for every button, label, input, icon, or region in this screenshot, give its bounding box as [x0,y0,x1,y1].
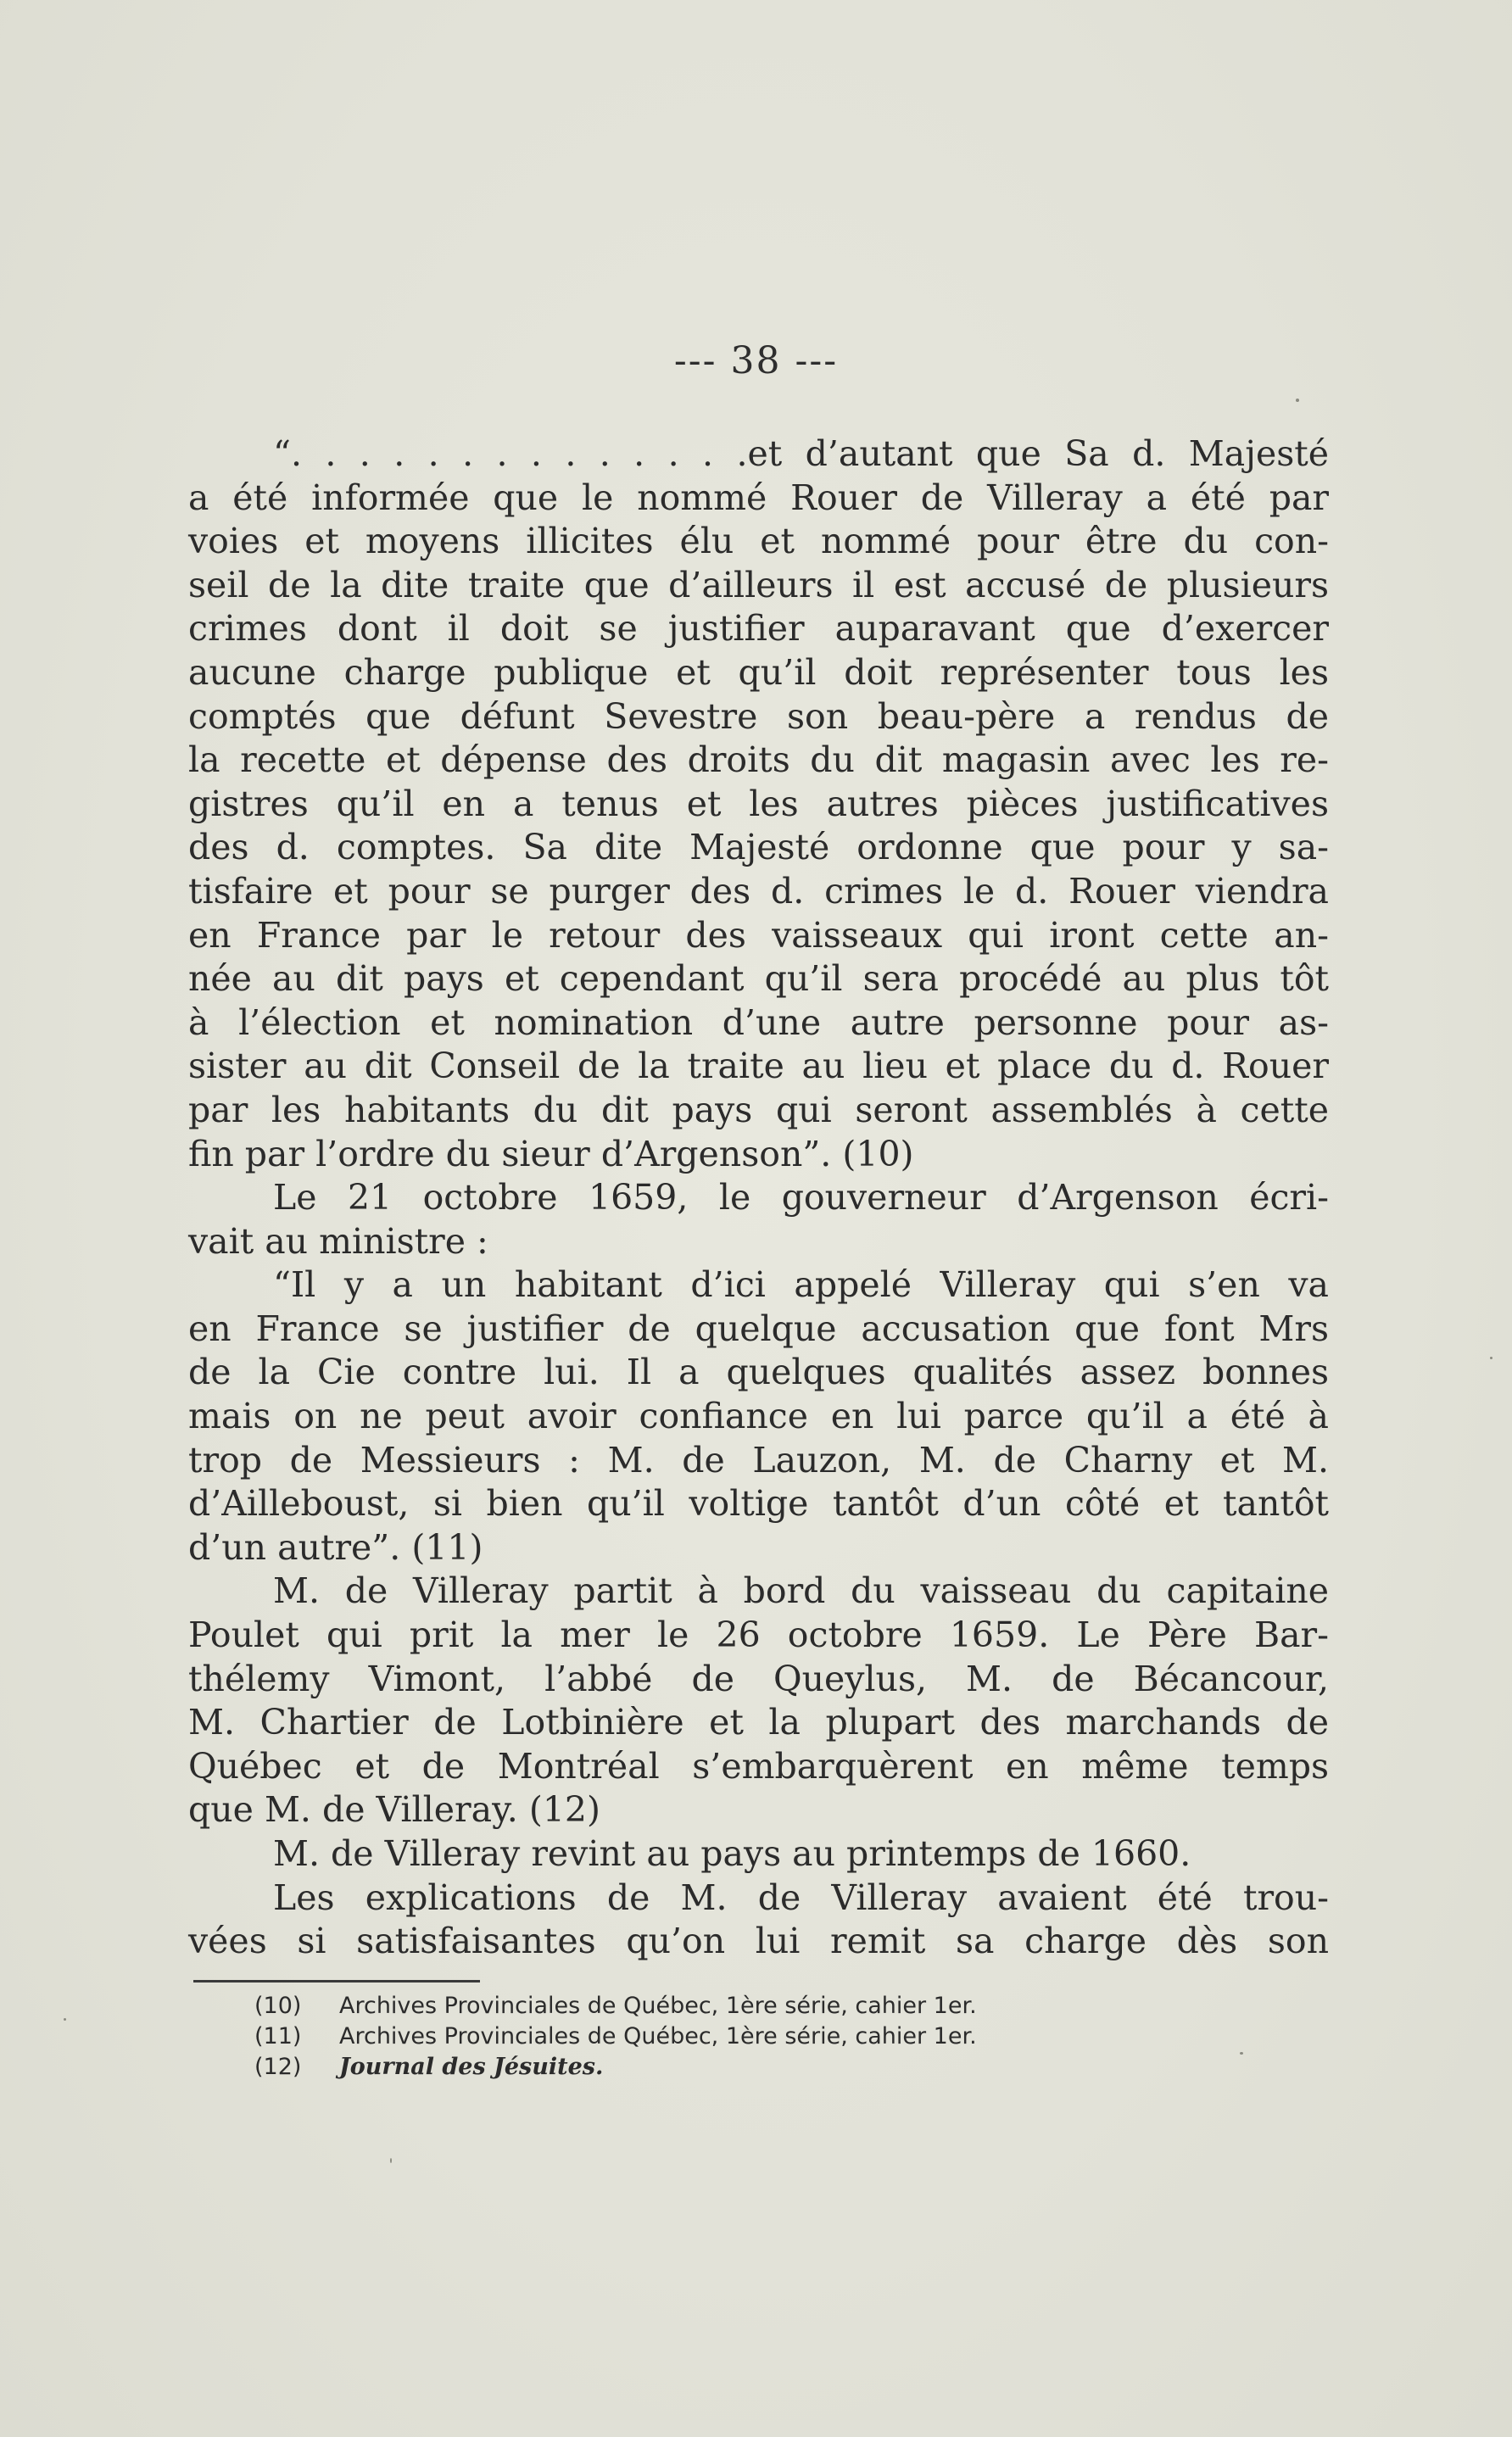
text-line: aucune charge publique et qu’il doit représenter tous les [188,651,1329,693]
text-line: que M. de Villeray. (12) [188,1789,601,1831]
text-line: crimes dont il doit se justifier auparavant que d’exercer [188,608,1329,650]
text-line: des d. comptes. Sa dite Majesté ordonne que pour y sa- [188,827,1329,868]
text-line: seil de la dite traite que d’ailleurs il est accusé de plusieurs [188,564,1329,605]
paper-speck [64,2018,66,2021]
footnote-text: Journal des Jésuites. [339,2054,604,2080]
page-number: --- 38 --- [673,339,839,382]
text-line: thélemy Vimont, l’abbé de Queylus, M. de Bécancour, [188,1658,1329,1699]
footnote-divider [193,1980,480,1983]
text-line: la recette et dépense des droits du dit magasin avec les re- [188,739,1329,781]
text-line: Poulet qui prit la mer le 26 octobre 1659. Le Père Bar- [188,1614,1329,1656]
footnote-text: Archives Provinciales de Québec, 1ère série, cahier 1er. [339,2023,977,2049]
text-line: comptés que défunt Sevestre son beau-père a rendus de [188,695,1329,737]
text-line: gistres qu’il en a tenus et les autres pièces justificatives [188,783,1329,824]
text-line: d’un autre”. (11) [188,1526,483,1568]
text-line: Les explications de M. de Villeray avaient été trou- [273,1877,1329,1918]
text-line: vait au ministre : [188,1220,488,1262]
text-line: Le 21 octobre 1659, le gouverneur d’Argenson écri- [273,1177,1329,1218]
text-line: “Il y a un habitant d’ici appelé Villeray qui s’en va [273,1264,1329,1306]
text-line: née au dit pays et cependant qu’il sera procédé au plus tôt [188,958,1329,1000]
text-line: en France se justifier de quelque accusation que font Mrs [188,1308,1329,1349]
text-line: par les habitants du dit pays qui seront assemblés à cette [188,1089,1329,1130]
footnote [254,1991,1272,2022]
text-line: M. Chartier de Lotbinière et la plupart des marchands de [188,1702,1329,1743]
text-line: fin par l’ordre du sieur d’Argenson”. (10) [188,1133,914,1174]
footnote-number: (11) [254,2023,302,2049]
footnote [254,2052,1272,2083]
text-line: vées si satisfaisantes qu’on lui remit sa charge dès son [188,1921,1329,1962]
text-line: de la Cie contre lui. Il a quelques qualités assez bonnes [188,1352,1329,1393]
footnotes [254,1991,1272,2083]
text-line: tisfaire et pour se purger des d. crimes le d. Rouer viendra [188,870,1329,912]
text-line: Québec et de Montréal s’embarquèrent en même temps [188,1745,1329,1787]
text-line: trop de Messieurs : M. de Lauzon, M. de Charny et M. [188,1439,1329,1481]
footnote-number: (12) [254,2054,302,2080]
text-line: a été informée que le nommé Rouer de Villeray a été par [188,477,1329,518]
paper-speck [1240,2052,1243,2055]
text-line: M. de Villeray revint au pays au printemps de 1660. [273,1833,1191,1874]
body-text [188,432,1329,1964]
footnote-number: (10) [254,1993,302,2019]
text-line: d’Ailleboust, si bien qu’il voltige tantôt d’un côté et tantôt [188,1483,1329,1525]
paper-speck [390,2158,392,2163]
text-line: M. de Villeray partit à bord du vaisseau du capitaine [273,1570,1329,1612]
text-line: voies et moyens illicites élu et nommé pour être du con- [188,521,1329,562]
paper-speck [1296,399,1299,402]
text-line: “. . . . . . . . . . . . . .et d’autant que Sa d. Majesté [273,433,1329,474]
footnote [254,2022,1272,2052]
paper-speck [1490,1357,1492,1359]
text-line: à l’élection et nomination d’une autre personne pour as- [188,1001,1329,1043]
footnote-text: Archives Provinciales de Québec, 1ère série, cahier 1er. [339,1993,977,2019]
text-line: sister au dit Conseil de la traite au lieu et place du d. Rouer [188,1046,1329,1087]
text-line: en France par le retour des vaisseaux qui iront cette an- [188,914,1329,956]
text-line: mais on ne peut avoir confiance en lui parce qu’il a été à [188,1396,1329,1437]
